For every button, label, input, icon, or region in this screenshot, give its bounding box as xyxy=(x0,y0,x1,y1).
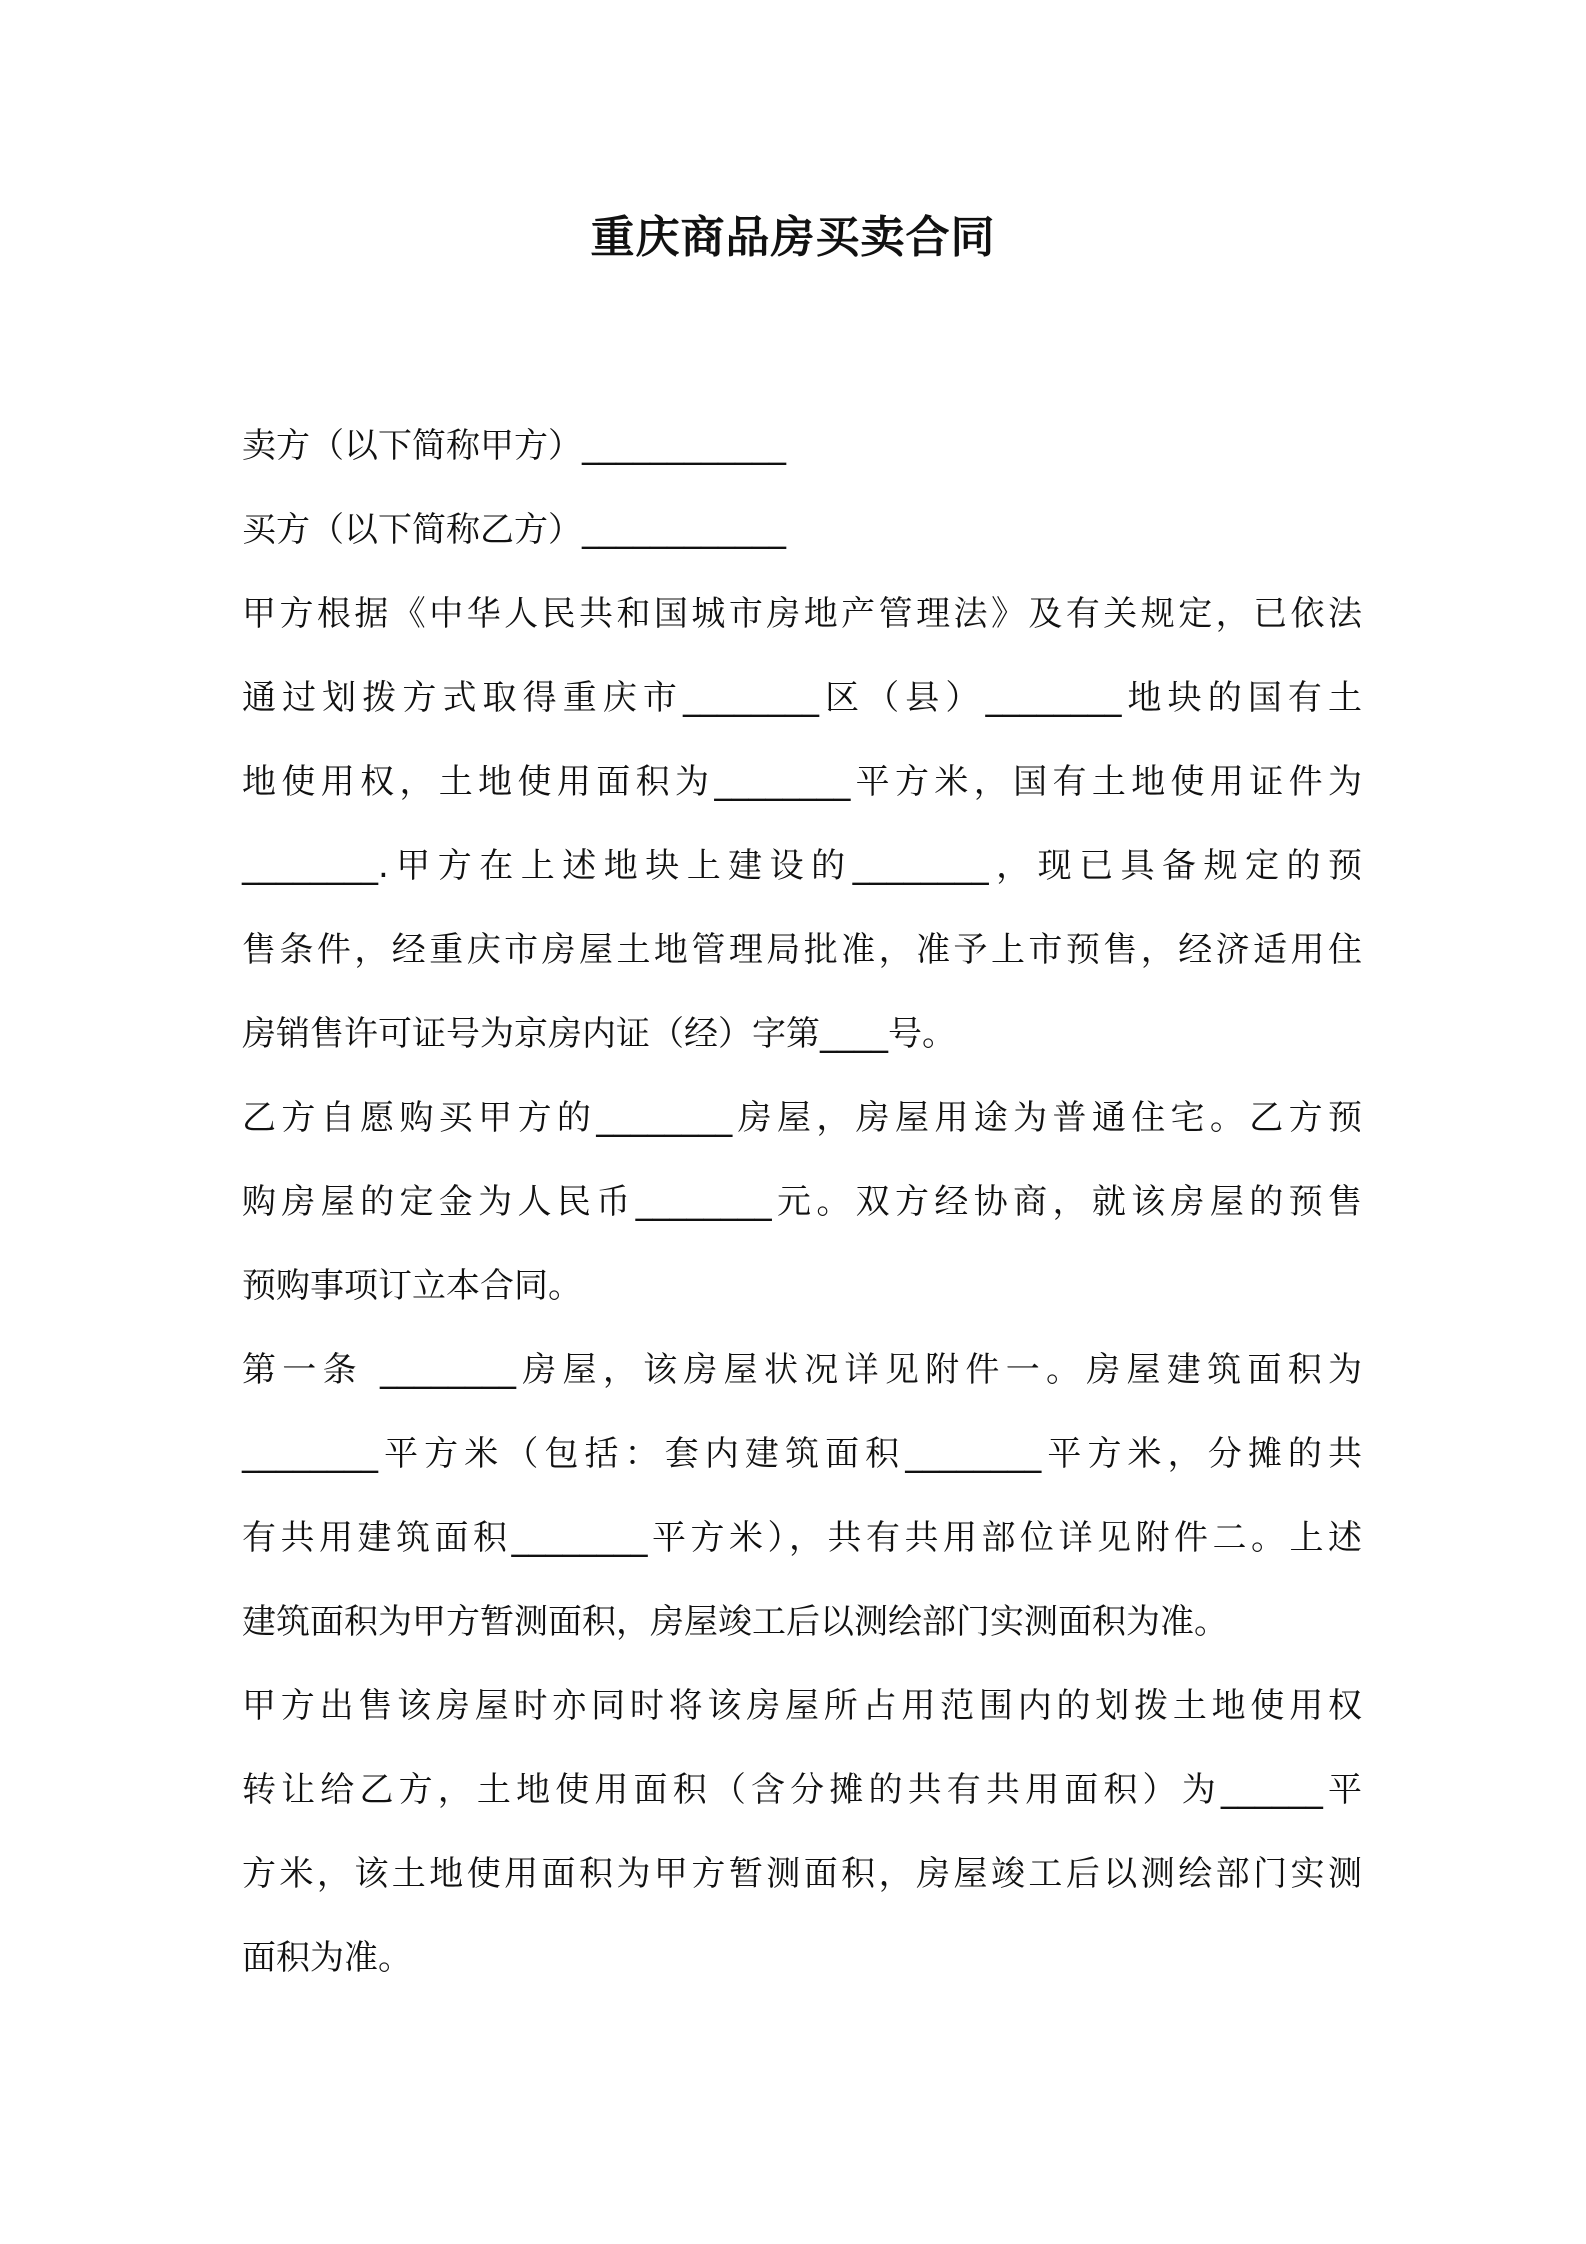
body-line: 售条件，经重庆市房屋土地管理局批准，准予上市预售，经济适用住 xyxy=(242,930,1362,970)
body-line: ________.甲方在上述地块上建设的________，现已具备规定的预 xyxy=(242,846,1362,886)
body-line: 甲方根据《中华人民共和国城市房地产管理法》及有关规定，已依法 xyxy=(242,594,1362,634)
body-line: 面积为准。 xyxy=(242,1938,412,1978)
body-line: 房销售许可证号为京房内证（经）字第____号。 xyxy=(242,1014,956,1054)
body-line: 购房屋的定金为人民币________元。双方经协商，就该房屋的预售 xyxy=(242,1182,1362,1222)
body-line: 转让给乙方，土地使用面积（含分摊的共有共用面积）为______平 xyxy=(242,1770,1362,1810)
body-line: 预购事项订立本合同。 xyxy=(242,1266,582,1306)
body-line-seller: 卖方（以下简称甲方）____________ xyxy=(242,426,786,466)
document-title: 重庆商品房买卖合同 xyxy=(590,212,996,263)
body-line: 通过划拨方式取得重庆市________区（县）________地块的国有土 xyxy=(242,678,1362,718)
body-line: 方米，该土地使用面积为甲方暂测面积，房屋竣工后以测绘部门实测 xyxy=(242,1854,1362,1894)
body-line: 甲方出售该房屋时亦同时将该房屋所占用范围内的划拨土地使用权 xyxy=(242,1686,1362,1726)
body-line: 乙方自愿购买甲方的________房屋，房屋用途为普通住宅。乙方预 xyxy=(242,1098,1362,1138)
body-line-buyer: 买方（以下简称乙方）____________ xyxy=(242,510,786,550)
body-line: 有共用建筑面积________平方米），共有共用部位详见附件二。上述 xyxy=(242,1518,1362,1558)
document-body xyxy=(242,404,1362,2000)
body-line: ________平方米（包括：套内建筑面积________平方米，分摊的共 xyxy=(242,1434,1362,1474)
body-line: 地使用权，土地使用面积为________平方米，国有土地使用证件为 xyxy=(242,762,1362,802)
body-line: 建筑面积为甲方暂测面积，房屋竣工后以测绘部门实测面积为准。 xyxy=(242,1602,1228,1642)
body-line-article-1: 第一条 ________房屋，该房屋状况详见附件一。房屋建筑面积为 xyxy=(242,1350,1362,1390)
